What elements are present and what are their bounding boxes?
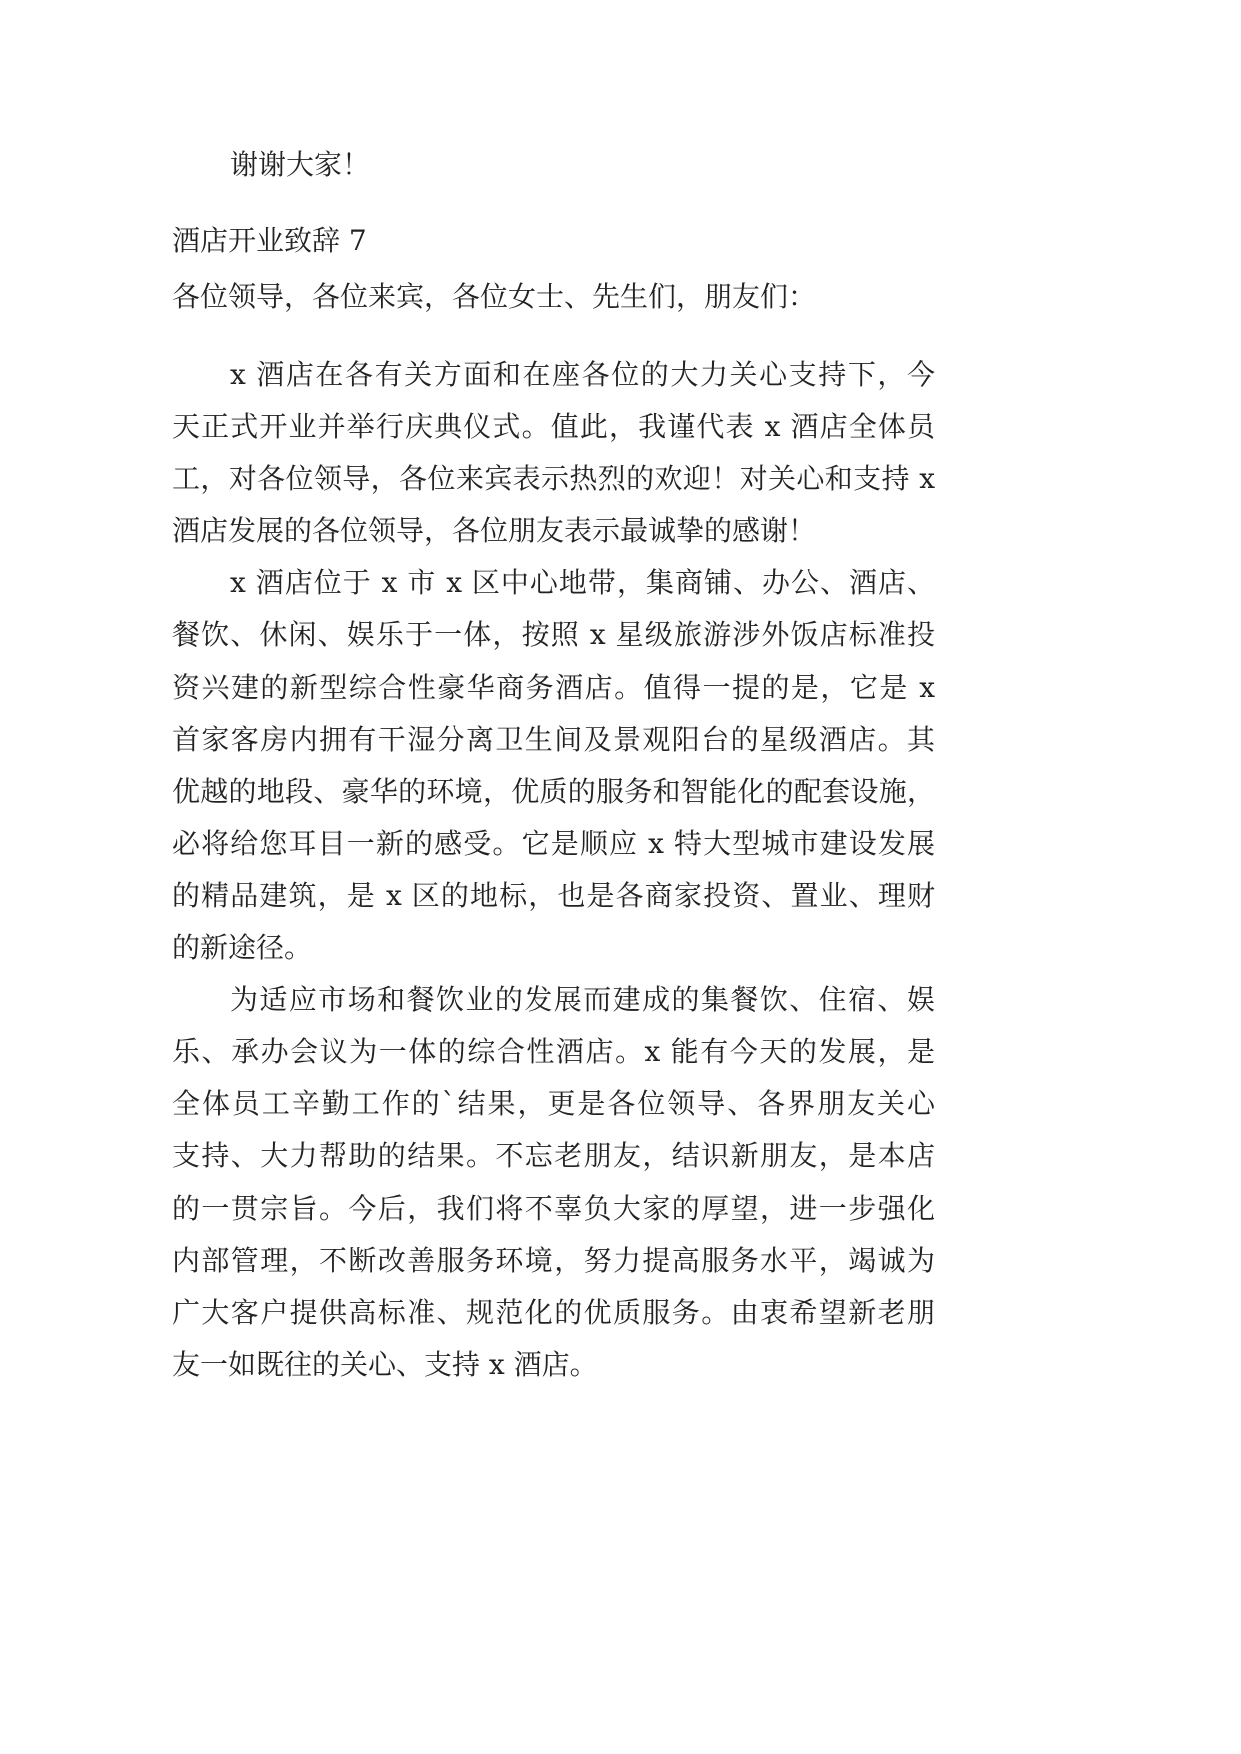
paragraph-line: 首家客房内拥有干湿分离卫生间及景观阳台的星级酒店。其 bbox=[172, 722, 935, 756]
paragraph-line: 为适应市场和餐饮业的发展而建成的集餐饮、住宿、娱 bbox=[230, 983, 935, 1017]
paragraph-line: 友一如既往的关心、支持 x 酒店。 bbox=[172, 1347, 598, 1381]
speech-title: 酒店开业致辞 7 bbox=[172, 224, 367, 257]
salutation-block bbox=[172, 271, 935, 323]
speech-title-block bbox=[172, 215, 935, 267]
paragraph-line: 乐、承办会议为一体的综合性酒店。x 能有今天的发展，是 bbox=[172, 1035, 935, 1069]
paragraph-line: 支持、大力帮助的结果。不忘老朋友，结识新朋友，是本店 bbox=[172, 1139, 935, 1173]
paragraph-line: 的一贯宗旨。今后，我们将不辜负大家的厚望，进一步强化 bbox=[172, 1191, 935, 1225]
closing-remark-block bbox=[172, 139, 935, 191]
paragraph-line: 工，对各位领导，各位来宾表示热烈的欢迎！对关心和支持 x bbox=[172, 462, 935, 496]
paragraph-line: 内部管理，不断改善服务环境，努力提高服务水平，竭诚为 bbox=[172, 1243, 935, 1277]
paragraph-line: 酒店发展的各位领导，各位朋友表示最诚挚的感谢！ bbox=[172, 514, 817, 548]
paragraph-line: 广大客户提供高标准、规范化的优质服务。由衷希望新老朋 bbox=[172, 1295, 935, 1329]
closing-remark: 谢谢大家！ bbox=[230, 148, 371, 181]
paragraph-2 bbox=[172, 557, 935, 974]
salutation: 各位领导，各位来宾，各位女士、先生们，朋友们： bbox=[172, 280, 817, 313]
paragraph-line: 天正式开业并举行庆典仪式。值此，我谨代表 x 酒店全体员 bbox=[172, 410, 935, 444]
paragraph-line: 餐饮、休闲、娱乐于一体，按照 x 星级旅游涉外饭店标准投 bbox=[172, 618, 935, 652]
paragraph-line: x 酒店位于 x 市 x 区中心地带，集商铺、办公、酒店、 bbox=[230, 566, 935, 600]
paragraph-1 bbox=[172, 349, 935, 557]
paragraph-line: 优越的地段、豪华的环境，优质的服务和智能化的配套设施， bbox=[172, 774, 935, 808]
paragraph-line: 全体员工辛勤工作的`结果，更是各位领导、各界朋友关心 bbox=[172, 1087, 935, 1121]
paragraph-line: x 酒店在各有关方面和在座各位的大力关心支持下，今 bbox=[230, 358, 935, 391]
paragraph-3 bbox=[172, 974, 935, 1391]
paragraph-line: 必将给您耳目一新的感受。它是顺应 x 特大型城市建设发展 bbox=[172, 826, 935, 860]
paragraph-line: 的精品建筑，是 x 区的地标，也是各商家投资、置业、理财 bbox=[172, 878, 935, 912]
speech-body bbox=[172, 349, 935, 1391]
paragraph-line: 资兴建的新型综合性豪华商务酒店。值得一提的是，它是 x bbox=[172, 670, 935, 704]
paragraph-line: 的新途径。 bbox=[172, 931, 313, 965]
